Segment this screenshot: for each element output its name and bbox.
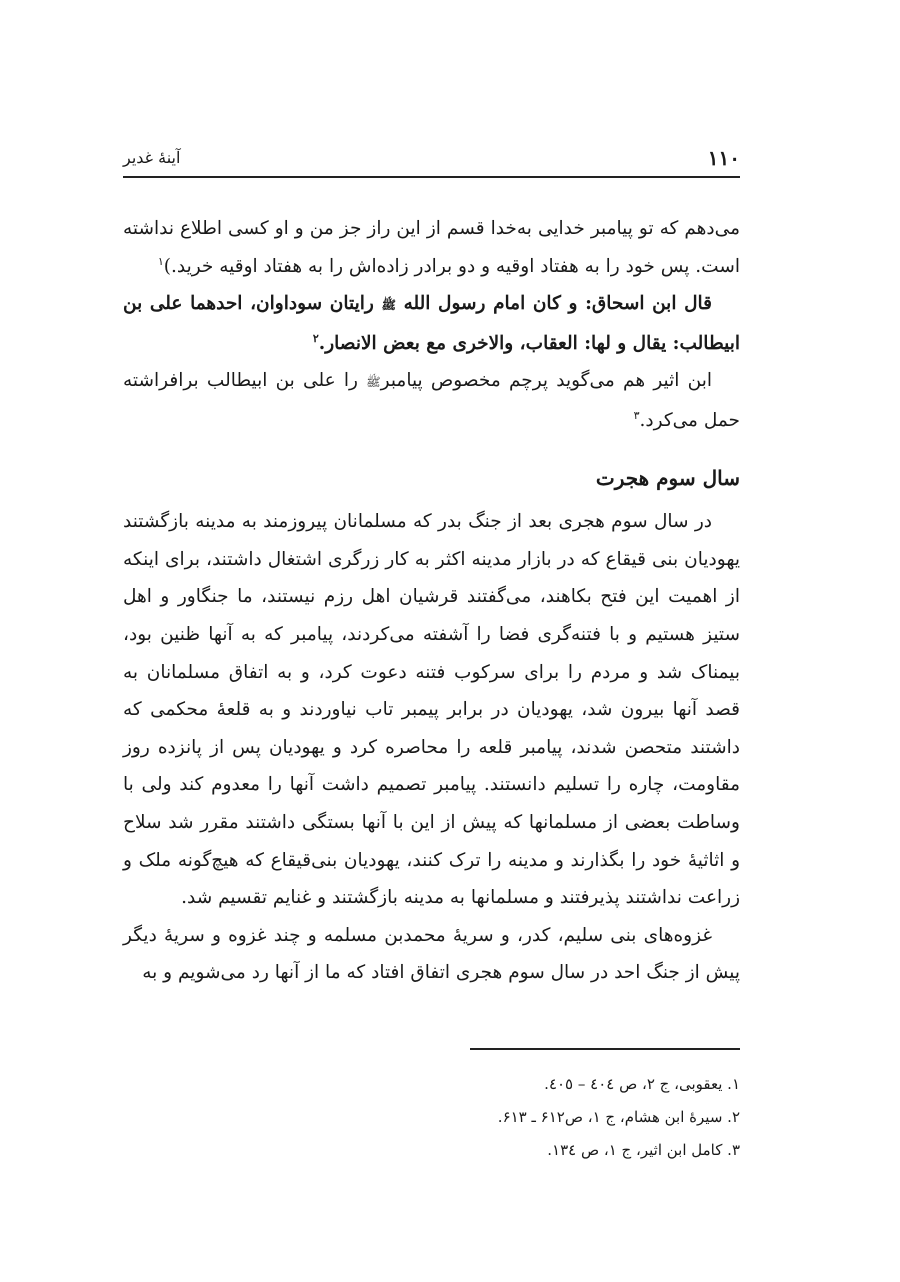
footnote-ref-3: ۳	[633, 408, 640, 422]
section-heading: سال سوم هجرت	[595, 465, 740, 490]
body-text	[123, 210, 740, 992]
footnote-ref-2: ۲	[312, 331, 319, 345]
paragraph-third-year: در سال سوم هجری بعد از جنگ بدر که مسلمانان پیروزمند به مدینه بازگشتند یهودیان بنی قیقاع که در بازار مدینه اکثر به کار زرگری اشتغال داشتند، برای اینکه از اهمیت این فتح بکاهند، می‌گفتند قرشیان اهل رزم نیستند، ما جنگاور و اهل ستیز هستیم و با فتنه‌گری فضا را آشفته می‌کردند، پیامبر که به آنها ظنین بود، بیمناک شد و مردم را برای سرکوب فتنه دعوت کرد، و به اتفاق مسلمانان به قصد آنها بیرون شد، یهودیان در برابر پیمبر تاب نیاوردند و به قلعهٔ محکمی که داشتند متحصن شدند، پیامبر قلعه را محاصره کرد و یهودیان پس از پانزده روز مقاومت، چاره را تسلیم دانستند. پیامبر تصمیم داشت آنها را معدوم کند ولی با وساطت بعضی از مسلمانها که پیش از این با آنها بستگی داشتند مقرر شد سلاح و اثاثیهٔ خود را بگذارند و مدینه را ترک کنند، یهودیان بنی‌قیقاع که هیچ‌گونه ملک و زراعت نداشتند پذیرفتند و مسلمانها به مدینه بازگشتند و غنایم تقسیم شد.	[123, 511, 741, 909]
footnote-3: ۳. کامل ابن اثیر، ج ۱، ص ۱۳٤.	[547, 1141, 740, 1159]
salawat-glyph: ﷺ	[366, 375, 381, 390]
footnotes	[123, 1068, 740, 1167]
paragraph-continuation: می‌دهم که تو پیامبر خدایی به‌خدا قسم از این راز جز من و او کسی اطلاع نداشته است. پس خود را به هفتاد اوقیه و دو برادر زاده‌اش را به هفتاد اوقیه خرید.)$^۱$	[123, 218, 740, 277]
page-number: ۱۱۰	[707, 146, 740, 170]
page-header	[123, 146, 740, 178]
footnote-1: ۱. یعقوبی، ج ۲، ص ٤٠٤ – ٤٠٥.	[544, 1075, 740, 1093]
salawat-glyph: ﷺ	[381, 298, 396, 313]
footnote-2: ۲. سیرهٔ ابن هشام، ج ۱، ص۶۱۲ ـ ۶۱۳.	[497, 1108, 740, 1126]
running-title: آینهٔ غدیر	[123, 148, 181, 167]
arabic-quote: قال ابن اسحاق: و کان امام رسول الله ﷺ رایتان سوداوان، احدهما علی بن ابیطالب: یقال و لها: العقاب، والاخری مع بعض الانصار.$^۲$	[123, 293, 740, 354]
paragraph-ghazwas: غزوه‌های بنی سلیم، کدر، و سریهٔ محمدبن مسلمه و چند غزوه و سریهٔ دیگر پیش از جنگ احد در سال سوم هجری اتفاق افتاد که ما از آنها رد می‌شویم و به	[123, 924, 740, 984]
footnote-ref-1: ۱	[157, 254, 164, 268]
footnote-divider	[470, 1048, 740, 1050]
paragraph-ibn-athir: ابن اثیر هم می‌گوید پرچم مخصوص پیامبرﷺ را علی بن ابیطالب برافراشته حمل می‌کرد.$^۳$	[123, 370, 740, 431]
